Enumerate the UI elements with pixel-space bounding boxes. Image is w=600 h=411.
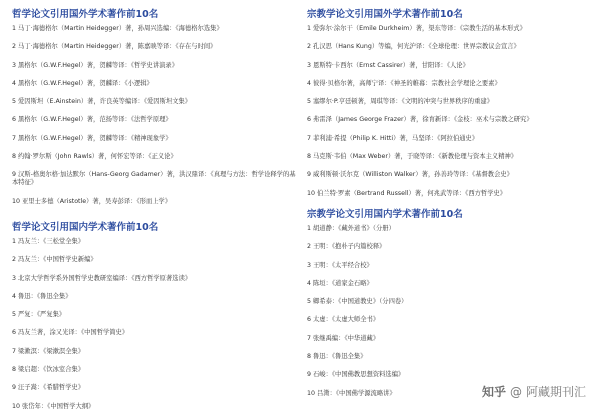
list-item: 4 黑格尔（G.W.F.Hegel）著，贺麟译：《小逻辑》 [12, 79, 153, 87]
section-domestic-religion [307, 208, 593, 398]
list-item: 1 冯友兰：《三松堂全集》 [12, 238, 85, 245]
list-item: 2 马丁·海德格尔（Martin Heidegger）著，陈嘉映等译：《存在与时间》 [12, 43, 217, 51]
list-item: 7 菲利浦·希提（Philip K. Hitti）著，马坚译：《阿拉伯通史》 [307, 134, 479, 142]
ranking-list [307, 25, 593, 198]
list-item: 10 亚里士多德（Aristotle）著，吴寿彭译：《形而上学》 [12, 197, 172, 205]
list-item: 10 伯兰特·罗素（Bertrand Russell）著，何兆武等译：《西方哲学史》 [307, 189, 507, 197]
section-title: 哲学论文引用国外学术著作前10名 [12, 9, 159, 20]
list-item: 3 恩斯特·卡西尔（Ernst Cassirer）著，甘阳译：《人论》 [307, 61, 469, 69]
list-item: 3 王明：《太平经合校》 [307, 261, 373, 269]
section-foreign-philosophy [12, 8, 298, 206]
list-item: 5 爱因斯坦（E.Ainstein）著，许良英等编译：《爱因斯坦文集》 [12, 98, 192, 106]
list-item: 6 冯友兰著，涂又光译：《中国哲学简史》 [12, 329, 129, 337]
list-item: 4 鲁迅：《鲁迅全集》 [12, 292, 72, 300]
ranking-list [12, 25, 298, 206]
list-item: 3 北京大学哲学系外国哲学史教研室编译：《西方哲学原著选读》 [12, 274, 192, 282]
list-item: 5 严复：《严复集》 [12, 311, 66, 319]
list-item: 9 汉斯-格奥尔格·加达默尔（Hans-Georg Gadamer）著，洪汉鼎译：《真理与方法：哲学诠释学的基本特征》 [12, 171, 296, 187]
list-item: 9 汪子嵩：《希腊哲学史》 [12, 384, 85, 392]
list-item: 3 黑格尔（G.W.F.Hegel）著，贺麟等译：《哲学史讲演录》 [12, 61, 179, 69]
watermark-brand: 知乎 [481, 385, 506, 399]
list-item: 8 鲁迅：《鲁迅全集》 [307, 353, 367, 361]
list-item: 5 塞缪尔·P.亨廷顿著，周琪等译：《文明的冲突与世界秩序的重建》 [307, 98, 493, 106]
list-item: 4 陈垣：《道家金石略》 [307, 279, 373, 287]
section-title: 宗教学论文引用国外学术著作前10名 [307, 9, 463, 20]
list-item: 7 黑格尔（G.W.F.Hegel）著，贺麟等译：《精神现象学》 [12, 134, 172, 142]
list-item: 10 吕澂：《中国佛学源流略讲》 [307, 389, 396, 397]
list-item: 5 卿希泰：《中国道教史》（分四卷） [307, 298, 408, 306]
list-item: 6 弗雷泽（James George Frazer）著，徐育新译：《金枝：巫术与宗教之研究》 [307, 116, 533, 124]
list-item: 9 石峻：《中国佛教思想资料选编》 [307, 371, 405, 379]
section-foreign-religion [307, 8, 593, 198]
list-item: 6 太虚：《太虚大师全书》 [307, 316, 380, 324]
list-item: 9 威利斯顿·沃尔克（Williston Walker）著，孙善玲等译：《基督教会史》 [307, 171, 513, 179]
section-title: 哲学论文引用国内学术著作前10名 [12, 222, 159, 233]
list-item: 1 马丁·海德格尔（Martin Heidegger）著，孙周兴选编：《海德格尔选集》 [12, 25, 223, 32]
list-item: 2 孔汉思（Hans Kung）等编，何光沪译：《全球伦理：世界宗教议会宣言》 [307, 43, 520, 51]
ranking-list [12, 238, 298, 411]
section-domestic-philosophy [12, 221, 298, 411]
list-item: 1 爱弥尔·涂尔干（Emile Durkheim）著，渠东等译：《宗教生活的基本形式》 [307, 25, 526, 32]
list-item: 4 彼得·贝格尔著，高师宁译：《神圣的帷幕：宗教社会学理论之要素》 [307, 79, 501, 87]
list-item: 2 王明：《抱朴子内篇校释》 [307, 243, 386, 251]
ranking-list [307, 225, 593, 398]
list-item: 10 张岱年：《中国哲学大纲》 [12, 402, 95, 410]
zhihu-watermark [482, 383, 586, 400]
list-item: 8 梁启超：《饮冰室合集》 [12, 366, 85, 374]
list-item: 8 马克斯·韦伯（Max Weber）著，于晓等译：《新教伦理与资本主义精神》 [307, 153, 518, 161]
list-item: 7 张继禹编：《中华道藏》 [307, 334, 380, 342]
list-item: 1 胡道静：《藏外道书》（分册） [307, 225, 395, 232]
watermark-separator: @ [509, 385, 522, 399]
list-item: 8 约翰·罗尔斯（John Rawls）著，何怀宏等译：《正义论》 [12, 153, 177, 161]
section-title: 宗教学论文引用国内学术著作前10名 [307, 209, 463, 220]
list-item: 2 冯友兰：《中国哲学史新编》 [12, 256, 97, 264]
list-item: 7 梁漱溟：《梁漱溟全集》 [12, 347, 85, 355]
list-item: 6 黑格尔（G.W.F.Hegel）著，范扬等译：《法哲学原理》 [12, 116, 172, 124]
watermark-author: 阿藏期刊汇 [525, 385, 586, 399]
